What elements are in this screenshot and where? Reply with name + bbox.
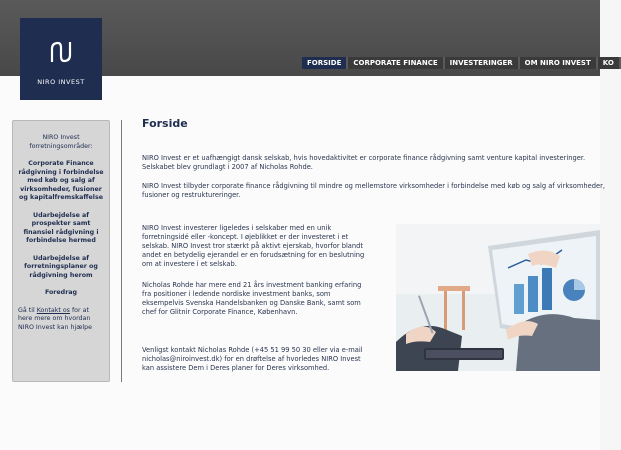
nav-investeringer[interactable]: INVESTERINGER bbox=[445, 57, 520, 69]
contact-paragraph: Venligst kontakt Nicholas Rohde (+45 51 99 50 30 eller via e-mail nicholas@niroinvest.dk) for en drøftelse af hvorledes NIRO Invest kan assistere Dem i Deres planer for Deres virksomhed. bbox=[142, 346, 363, 372]
logo-text: NIRO INVEST bbox=[37, 78, 85, 86]
sidebar-footer-prefix: Gå til bbox=[18, 306, 37, 314]
main-nav bbox=[302, 57, 621, 69]
sidebar-link-corporate-finance[interactable]: Corporate Finance rådgivning i forbindelse med køb og salg af virksomheder, fusioner og kapitalfremskaffelse bbox=[18, 160, 104, 201]
business-photo bbox=[396, 224, 600, 371]
nav-corporate-finance[interactable]: CORPORATE FINANCE bbox=[348, 57, 444, 69]
investment-paragraph: NIRO Invest investerer ligeledes i selskaber med en unik forretningsidé eller -koncept. I øjeblikket er der investeret i et selskab. NIRO Invest tror stærkt på aktivt ejerskab, hvorfor blandt andet en betydelig ejerandel er en forudsætning for en beslutning om at investere i et selskab. bbox=[142, 224, 365, 268]
sidebar-footer bbox=[18, 307, 105, 333]
sidebar-link-prospekter[interactable]: Udarbejdelse af prospekter samt finansiel rådgivning i forbindelse hermed bbox=[23, 211, 99, 244]
kontakt-os-link[interactable]: Kontakt os bbox=[36, 306, 70, 314]
logo[interactable] bbox=[20, 18, 102, 100]
page-title: Forside bbox=[142, 117, 188, 130]
nav-om-niro-invest[interactable]: OM NIRO INVEST bbox=[520, 57, 598, 69]
logo-mark-icon bbox=[49, 40, 73, 64]
sidebar-link-forretningsplaner[interactable]: Udarbejdelse af forretningsplaner og rådgivning herom bbox=[24, 254, 98, 279]
sidebar bbox=[12, 120, 110, 382]
sidebar-link-foredrag[interactable]: Foredrag bbox=[44, 289, 78, 296]
experience-paragraph: Nicholas Rohde har mere end 21 års investment banking erfaring fra positioner i ledende nordiske investment banks, som eksempelvis Svenska Handelsbanken og Danske Bank, samt som chef for Glitnir Corporate Finance, København. bbox=[142, 281, 362, 316]
services-paragraph: NIRO Invest tilbyder corporate finance rådgivning til mindre og mellemstore virksomheder i forbindelse med køb og salg af virksomheder, fusioner og restruktureringer. bbox=[142, 182, 605, 199]
sidebar-intro: NIRO Invest forretningsområder: bbox=[29, 134, 93, 150]
nav-kontakt[interactable]: KO bbox=[598, 57, 621, 69]
business-photo-illustration bbox=[396, 224, 600, 371]
divider bbox=[121, 120, 122, 382]
sidebar-footer-suffix: for at here mere om hvordan NIRO Invest kan hjælpe bbox=[18, 306, 93, 331]
nav-forside[interactable]: FORSIDE bbox=[302, 57, 348, 69]
intro-paragraph: NIRO Invest er et uafhængigt dansk selskab, hvis hovedaktivitet er corporate finance rådgivning samt venture kapital investeringer. Selskabet blev grundlagt i 2007 af Nicholas Rohde. bbox=[142, 154, 586, 171]
